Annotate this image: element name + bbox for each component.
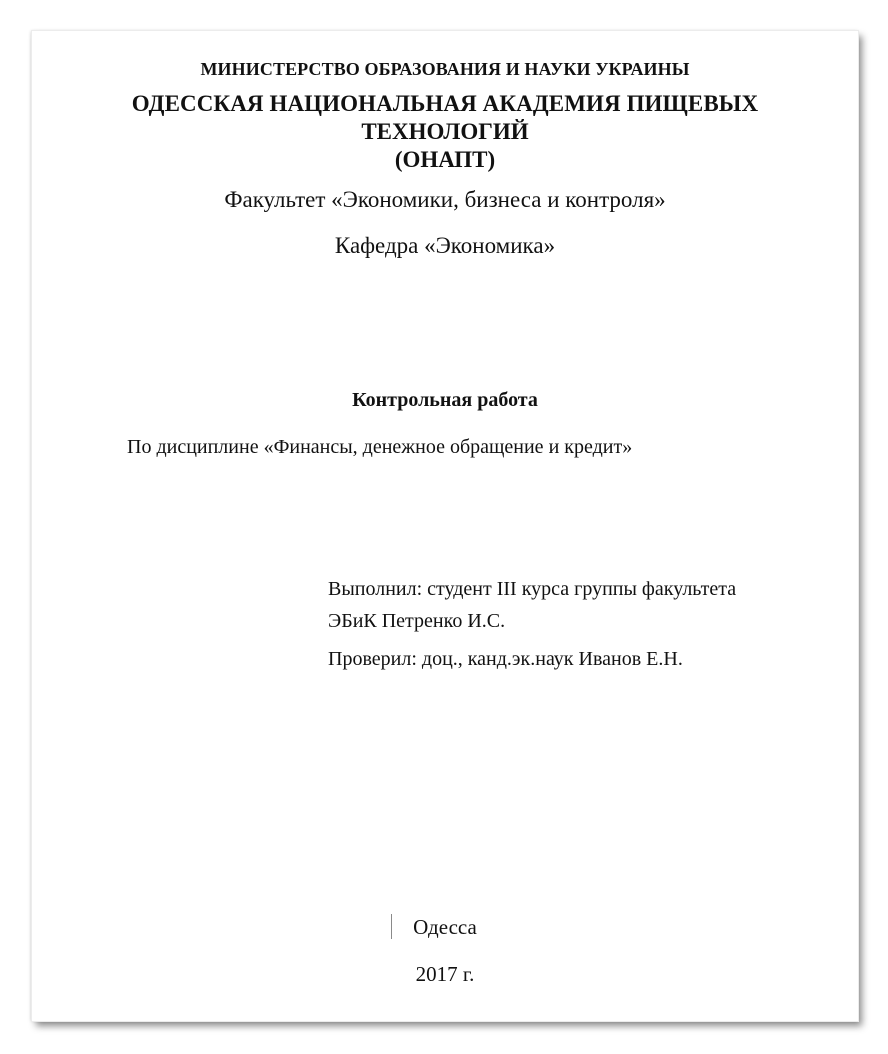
academy-abbreviation: (ОНАПТ) [394,147,496,172]
faculty-name: Факультет «Экономики, бизнеса и контроля» [224,187,666,212]
checked-by-line: Проверил: доц., канд.эк.наук Иванов Е.Н. [328,648,683,670]
performed-by-line-1: Выполнил: студент III курса группы факультета [328,578,737,600]
document-page [32,31,858,1021]
city-name: Одесса [413,915,477,939]
department-name: Кафедра «Экономика» [334,233,556,258]
performed-by-line-2: ЭБиК Петренко И.С. [328,610,506,632]
discipline-line: По дисциплине «Финансы, денежное обращение и кредит» [127,436,633,458]
academy-title-line-1: ОДЕССКАЯ НАЦИОНАЛЬНАЯ АКАДЕМИЯ ПИЩЕВЫХ [131,91,759,116]
academy-title-line-2: ТЕХНОЛОГИЙ [361,119,529,144]
ministry-title: МИНИСТЕРСТВО ОБРАЗОВАНИЯ И НАУКИ УКРАИНЫ [200,59,690,79]
year: 2017 г. [415,962,475,986]
work-type-heading: Контрольная работа [352,389,538,411]
